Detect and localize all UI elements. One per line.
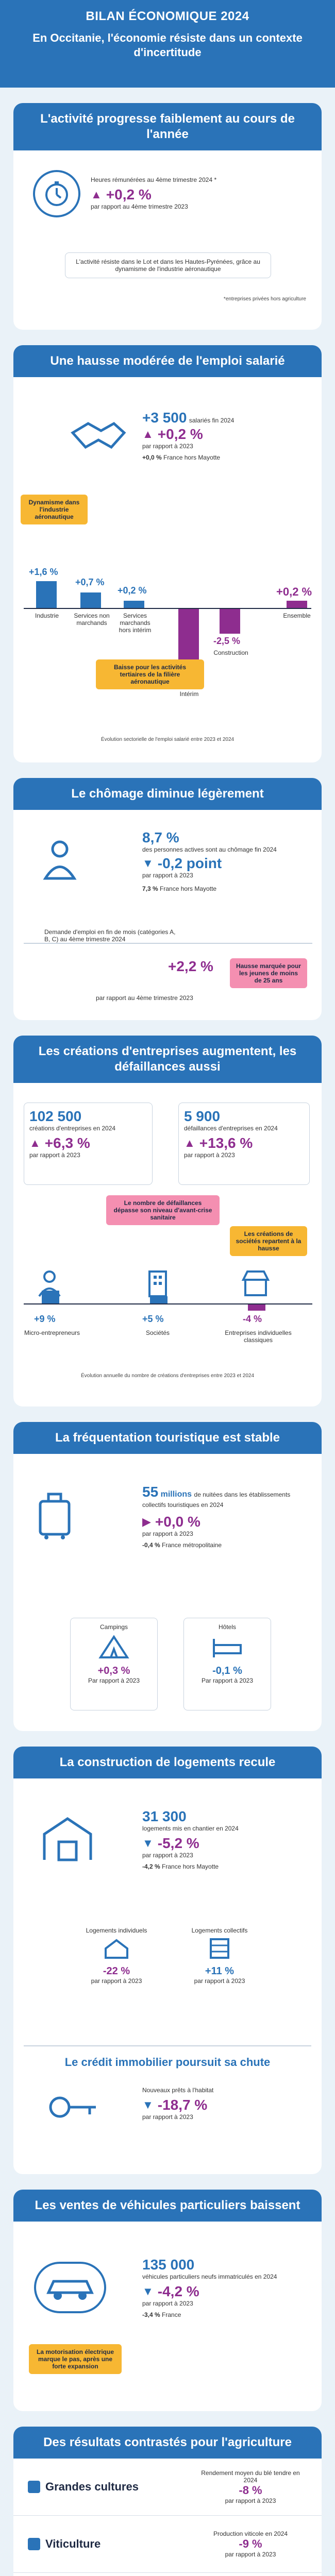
agri-value: -9 % (239, 2537, 262, 2550)
section-title: Les ventes de véhicules particuliers baissent (13, 2190, 322, 2222)
demande-value: +2,2 % (168, 958, 213, 974)
credit-compare: par rapport à 2023 (142, 2113, 193, 2121)
agri-desc: Rendement moyen du blé tendre en 2024 (201, 2469, 300, 2484)
coll-compare: par rapport à 2023 (194, 1977, 245, 1985)
bed-icon (189, 1634, 265, 1662)
housing-pct: -5,2 % (157, 1835, 199, 1851)
bar-label-nonmarchands: Services non marchands (74, 612, 110, 626)
footnote: Évolution annuelle du nombre de créations d'entreprises entre 2023 et 2024 (80, 1373, 255, 1379)
section-title: Les créations d'entreprises augmentent, les défaillances aussi (13, 1036, 322, 1083)
bar-micro (42, 1291, 59, 1303)
agri-desc: Production viticole en 2024 (213, 2530, 288, 2537)
france-value: -4,2 % (142, 1863, 160, 1870)
activity-note: L'activité résiste dans le Lot et dans les Hautes-Pyrénées, grâce au dynamisme de l'industrie aéronautique (76, 258, 260, 273)
coll-value: +11 % (205, 1965, 234, 1977)
footnote: *entreprises privées hors agriculture (223, 296, 306, 302)
car-icon (34, 2262, 106, 2313)
defaillances-box (178, 1103, 310, 1185)
bar-label-marchands: Services marchands hors intérim (119, 612, 152, 634)
credit-value: -18,7 % (157, 2097, 208, 2113)
footnote: Évolution sectorielle de l'emploi salarié entre 2023 et 2024 (100, 737, 234, 742)
arrow-up-icon: ▲ (91, 188, 102, 201)
page-subtitle: En Occitanie, l'économie résiste dans un contexte d'incertitude (32, 31, 303, 59)
demande-label: Demande d'emploi en fin de mois (catégories A, B, C) au 4ème trimestre 2024 (44, 928, 176, 943)
section-entreprises (13, 1036, 322, 1406)
defaillances-label: défaillances d'entreprises en 2024 (184, 1125, 278, 1132)
creations-box (24, 1103, 153, 1185)
agri-label: Viticulture (45, 2537, 101, 2550)
apartment-icon (189, 1938, 250, 1961)
house-icon (86, 1938, 147, 1961)
defaillances-pct: +13,6 % (199, 1135, 253, 1151)
bar-societes (150, 1296, 167, 1303)
cat-value-societes: +5 % (142, 1314, 164, 1324)
france-label: France hors Mayotte (162, 1863, 219, 1870)
agri-row (13, 2516, 322, 2572)
defaillances-compare: par rapport à 2023 (184, 1151, 235, 1159)
bar-value-ensemble: +0,2 % (276, 585, 312, 598)
creations-label: créations d'entreprises en 2024 (29, 1125, 116, 1132)
arrow-up-icon: ▲ (184, 1137, 195, 1149)
france-value: -0,4 % (142, 1541, 160, 1549)
arrow-down-icon: ▼ (142, 2098, 154, 2111)
bar-value-construction: -2,5 % (213, 636, 241, 646)
france-value: 7,3 % (142, 885, 158, 892)
crane-icon (39, 1814, 96, 1868)
stopwatch-icon (33, 170, 80, 217)
cars-compare: par rapport à 2023 (142, 2300, 193, 2307)
nights-label: de nuitées dans les établissements collectifs touristiques en 2024 (142, 1491, 291, 1509)
france-value: -3,4 % (142, 2311, 160, 2318)
unemployment-pct: -0,2 point (157, 855, 222, 871)
house-key-icon (44, 2087, 101, 2130)
france-label: France hors Mayotte (160, 885, 217, 892)
france-value: +0,0 % (142, 454, 162, 461)
arrow-up-icon: ▲ (29, 1137, 41, 1149)
france-label: France (162, 2311, 181, 2318)
agri-value: -8 % (239, 2484, 262, 2497)
bar-industrie (36, 581, 57, 608)
section-chomage (13, 778, 322, 1020)
camping-box (70, 1618, 158, 1710)
agri-row (13, 2459, 322, 2515)
section-vehicules (13, 2190, 322, 2411)
bar-marchands (124, 601, 144, 608)
page-title: BILAN ÉCONOMIQUE 2024 (86, 9, 249, 23)
tag-aero: Dynamisme dans l'industrie aéronautique (21, 495, 88, 524)
bar-label-industrie: Industrie (35, 612, 59, 619)
section-title: La construction de logements recule (13, 1747, 322, 1778)
demande-compare: par rapport au 4ème trimestre 2023 (96, 994, 193, 1002)
cars-value: 135 000 (142, 2257, 195, 2273)
bar-ei (248, 1304, 265, 1311)
tag-defaillances: Le nombre de défaillances dépasse son niveau d'avant-crise sanitaire (106, 1195, 220, 1225)
cars-pct: -4,2 % (157, 2283, 199, 2299)
france-label: France hors Mayotte (163, 454, 221, 461)
agri-compare: par rapport à 2023 (225, 2497, 276, 2504)
cars-label: véhicules particuliers neufs immatriculés en 2024 (142, 2273, 277, 2280)
credit-title: Le crédit immobilier poursuit sa chute (64, 2056, 271, 2069)
tag-baisse: Baisse pour les activités tertiaires de la filière aéronautique (96, 659, 204, 689)
unemployment-label: des personnes actives sont au chômage fin 2024 (142, 846, 277, 853)
tag-electric: La motorisation électrique marque le pas, après une forte expansion (29, 2344, 122, 2374)
cat-value-ei: -4 % (243, 1314, 262, 1324)
bar-value-industrie: +1,6 % (29, 567, 58, 577)
nights-pct: +0,0 % (155, 1514, 200, 1530)
section-title: La fréquentation touristique est stable (13, 1422, 322, 1454)
cat-label-ei: Entreprises individuelles classiques (225, 1329, 292, 1344)
arrow-down-icon: ▼ (142, 1837, 154, 1850)
bar-value-marchands: +0,2 % (118, 585, 147, 596)
hotels-value: -0,1 % (212, 1665, 242, 1676)
section-title: Une hausse modérée de l'emploi salarié (13, 345, 322, 377)
bar-construction (220, 609, 240, 634)
nights-value: 55 (142, 1484, 159, 1500)
creations-value: 102 500 (29, 1108, 82, 1124)
section-title: Des résultats contrastés pour l'agriculture (13, 2427, 322, 2459)
jobs-compare: par rapport à 2023 (142, 443, 193, 450)
section-agriculture (13, 2427, 322, 2576)
cat-label-micro: Micro-entrepreneurs (24, 1329, 80, 1336)
bar-label-ensemble: Ensemble (283, 612, 311, 619)
shop-icon (240, 1267, 271, 1301)
nights-unit: millions (160, 1490, 192, 1499)
hours-compare: par rapport au 4ème trimestre 2023 (91, 203, 188, 210)
chart-baseline (24, 608, 311, 609)
indiv-value: -22 % (103, 1965, 130, 1977)
arrow-up-icon: ▲ (142, 428, 154, 440)
housing-compare: par rapport à 2023 (142, 1852, 193, 1859)
section-logement (13, 1747, 322, 2174)
unemployment-compare: par rapport à 2023 (142, 872, 193, 879)
note-box (65, 252, 271, 278)
tag-jeunes: Hausse marquée pour les jeunes de moins de 25 ans (230, 958, 307, 988)
suitcase-icon (34, 1489, 75, 1543)
cat-value-micro: +9 % (34, 1314, 56, 1324)
cat-label-societes: Sociétés (145, 1329, 170, 1336)
jobs-value: +3 500 (142, 410, 187, 426)
france-label: France métropolitaine (162, 1541, 222, 1549)
section-title: Le chômage diminue légèrement (13, 778, 322, 810)
bar-label-interim: Intérim (179, 690, 199, 698)
indiv-compare: par rapport à 2023 (91, 1977, 142, 1985)
credit-label: Nouveaux prêts à l'habitat (142, 2087, 214, 2094)
camping-compare: Par rapport à 2023 (88, 1677, 140, 1684)
agri-compare: par rapport à 2023 (225, 2551, 276, 2558)
camping-label: Campings (99, 1623, 128, 1631)
bar-label-construction: Construction (213, 649, 248, 656)
nights-compare: par rapport à 2023 (142, 1530, 193, 1537)
unemployment-value: 8,7 % (142, 829, 179, 845)
handshake-icon (70, 417, 127, 456)
agri-label: Grandes cultures (45, 2480, 139, 2493)
hotels-box (183, 1618, 271, 1710)
section-emploi (13, 345, 322, 762)
arrow-down-icon: ▼ (142, 857, 154, 870)
coll-label: Logements collectifs (191, 1927, 248, 1934)
hero-banner (0, 0, 335, 88)
tent-icon (76, 1634, 152, 1662)
housing-label: logements mis en chantier en 2024 (142, 1825, 239, 1832)
people-icon (34, 835, 86, 889)
section-tourisme (13, 1422, 322, 1731)
section-activite (13, 103, 322, 330)
bar-ensemble (287, 601, 307, 608)
jobs-pct: +0,2 % (157, 426, 203, 442)
section-title: L'activité progresse faiblement au cours de l'année (13, 103, 322, 150)
bar-value-nonmarchands: +0,7 % (75, 577, 105, 587)
defaillances-value: 5 900 (184, 1108, 221, 1124)
creations-compare: par rapport à 2023 (29, 1151, 80, 1159)
hotels-compare: Par rapport à 2023 (201, 1677, 254, 1684)
creations-pct: +6,3 % (44, 1135, 90, 1151)
camping-value: +0,3 % (97, 1665, 130, 1676)
tag-creations: Les créations de sociétés repartent à la hausse (230, 1226, 307, 1256)
arrow-right-icon: ▶ (142, 1515, 151, 1528)
housing-value: 31 300 (142, 1808, 187, 1824)
hotels-label: Hôtels (218, 1623, 236, 1631)
hours-value: +0,2 % (106, 187, 152, 202)
jobs-label: salariés fin 2024 (189, 417, 234, 424)
hours-label: Heures rémunérées au 4ème trimestre 2024 * (91, 176, 217, 183)
agri-row (13, 2573, 322, 2576)
bar-nonmarchands (80, 592, 101, 608)
arrow-down-icon: ▼ (142, 2285, 154, 2298)
wheat-icon (28, 2481, 40, 2493)
grape-icon (28, 2538, 40, 2550)
indiv-label: Logements individuels (86, 1927, 147, 1934)
